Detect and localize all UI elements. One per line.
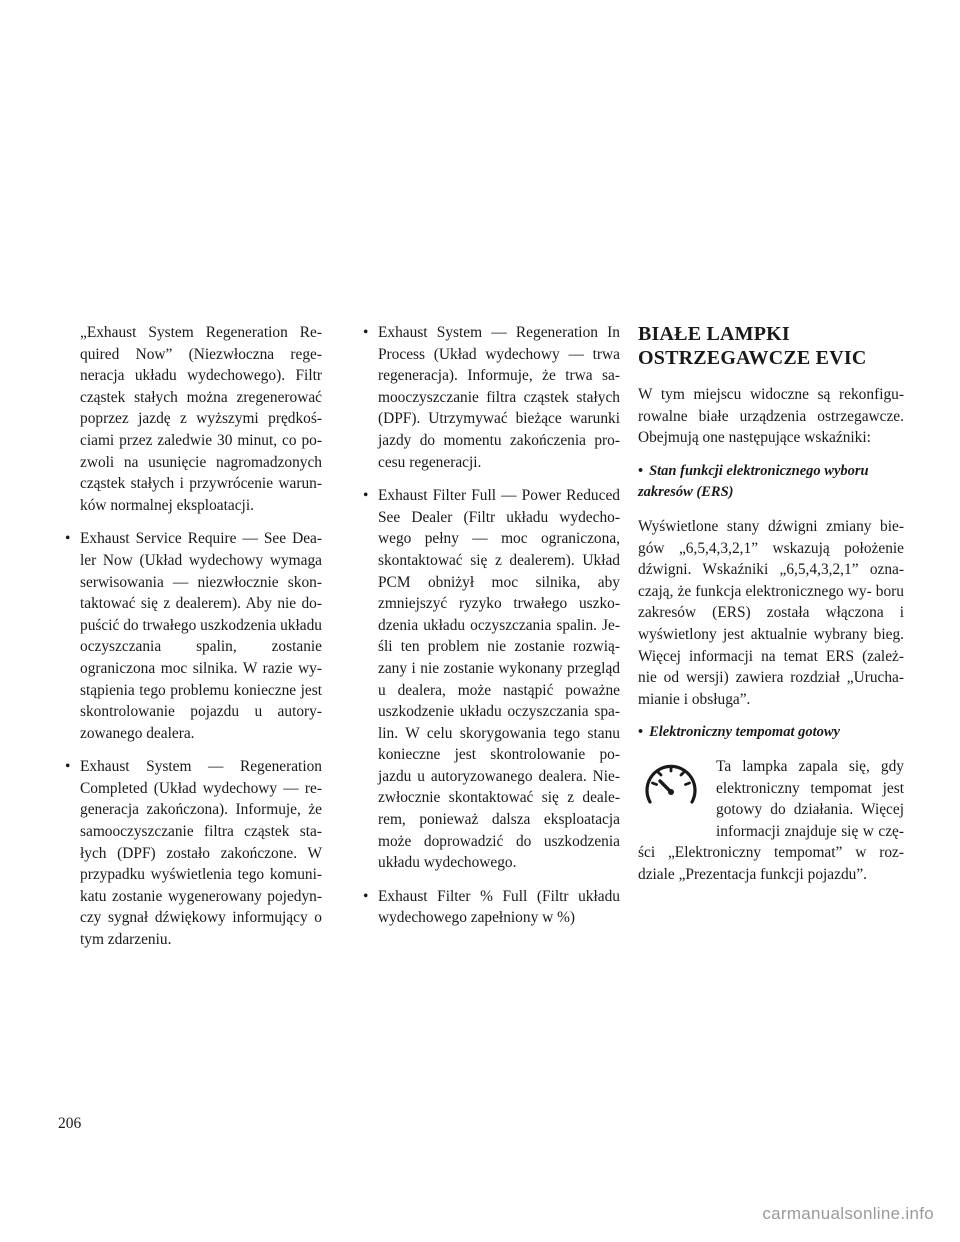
list-item-text: Exhaust Service Require — See Dea- ler Now (Układ wydechowy wymaga serwisowania — niezwłocznie skon- taktować się z dealerem). Aby nie do- puścić do trwałego uszkodzenia układu oczyszczania spalin, zostanie ograniczona moc silnika. W razie wy- stąpienia tego problemu konieczne jest skontrolowanie pojazdu u autory- zowanego dealera. [80, 530, 322, 742]
ers-paragraph: Wyświetlone stany dźwigni zmiany bie- gów „6,5,4,3,2,1” wskazują położenie dźwigni. Wskaźniki „6,5,4,3,2,1” ozna- czają, że funkcja elektronicznego wy- boru zakresów (ERS) została włączona i wyświetlony jest aktualnie wybrany bieg. Więcej informacji na temat ERS (zależ- nie od wersji) zawiera rozdział „Urucha- mianie i obsługa”. [638, 517, 904, 708]
watermark: carmanualsonline.info [762, 1204, 934, 1223]
cruise-control-speedometer-icon [638, 756, 704, 824]
bullet-glyph: • [363, 887, 369, 905]
column-2 [356, 322, 620, 941]
cruise-paragraph: Ta lampka zapala się, gdy elektroniczny tempomat jest gotowy do działania. Więcej informacji znajduje się w czę- ści „Elektroniczny tempomat” w roz- dziale „Prezentacja funkcji pojazdu”. [638, 757, 904, 883]
subheading-ers [638, 461, 904, 504]
list-item-text: Exhaust Filter % Full (Filtr układu wydechowego zapełniony w %) [378, 887, 620, 927]
list-item [356, 485, 620, 874]
intro-paragraph: W tym miejscu widoczne są rekonfigu- rowalne białe urządzenia ostrzegawcze. Obejmują one następujące wskaźniki: [638, 386, 904, 447]
list-item-text: Exhaust System — Regeneration In Process (Układ wydechowy — trwa regeneracja). Informuje, że trwa sa- mooczyszczanie filtra cząstek stałych (DPF). Utrzymywać bieżące warunki jazdy do momentu zakończenia pro- cesu regeneracji. [378, 324, 620, 471]
cruise-control-block [638, 756, 904, 886]
column-3 [638, 322, 904, 897]
list-item [58, 756, 322, 950]
page-number: 206 [58, 1115, 82, 1132]
list-item [356, 886, 620, 929]
bullet-glyph: • [638, 724, 644, 741]
list-item-text: Exhaust Filter Full — Power Reduced See Dealer (Filtr układu wydecho- wego pełny — moc ograniczona, skontaktować się z dealerem). Układ PCM obniżył moc silnika, aby zmniejszyć ryzyko trwałego uszko- dzenia układu oczyszczania spalin. Je- śli ten problem nie zostanie rozwią- zany i nie zostanie wykonany przegląd u dealera, może nastąpić poważne uszkodzenie układu oczyszczania spa- lin. W celu skorygowania tego stanu konieczne jest skontrolowanie po- jazdu u autoryzowanego dealera. Nie- zwłocznie skontaktować się z deale- rem, ponieważ dalsza eksploatacja może doprowadzić do uszkodzenia układu wydechowego. [378, 487, 620, 872]
continued-paragraph: „Exhaust System Regeneration Re- quired Now” (Niezwłoczna rege- neracja układu wydechowego). Filtr cząstek stałych można zregenerować poprzez jazdę z wyższymi prędkoś- ciami przez zaledwie 30 minut, co po- zwoli na usunięcie nagromadzonych cząstek stałych i przywrócenie warun- ków normalnej eksploatacji. [80, 324, 322, 514]
list-item [58, 528, 322, 744]
section-heading [638, 322, 904, 370]
column-1 [58, 322, 322, 963]
list-item-text: Exhaust System — Regeneration Completed (Układ wydechowy — re- generacja zakończona). Informuje, że samooczyszczanie filtra cząstek sta- łych (DPF) zostało zakończone. W przypadku wyświetlenia tego komuni- katu zostanie wygenerowany pojedyn- czy sygnał dźwiękowy informujący o tym zdarzeniu. [80, 758, 322, 949]
bullet-glyph: • [65, 758, 71, 776]
subheading-cruise [638, 722, 904, 744]
bullet-glyph: • [638, 462, 644, 479]
subheading-ers-text: Stan funkcji elektronicznego wyboru zakresów (ERS) [638, 462, 869, 501]
subheading-cruise-text: Elektroniczny tempomat gotowy [649, 724, 840, 741]
section-heading-line-1: BIAŁE LAMPKI [638, 323, 790, 345]
bullet-glyph: • [363, 324, 369, 341]
bullet-glyph: • [65, 530, 71, 548]
section-heading-line-2: OSTRZEGAWCZE EVIC [638, 347, 867, 369]
bullet-glyph: • [363, 487, 369, 505]
list-item [356, 322, 620, 473]
